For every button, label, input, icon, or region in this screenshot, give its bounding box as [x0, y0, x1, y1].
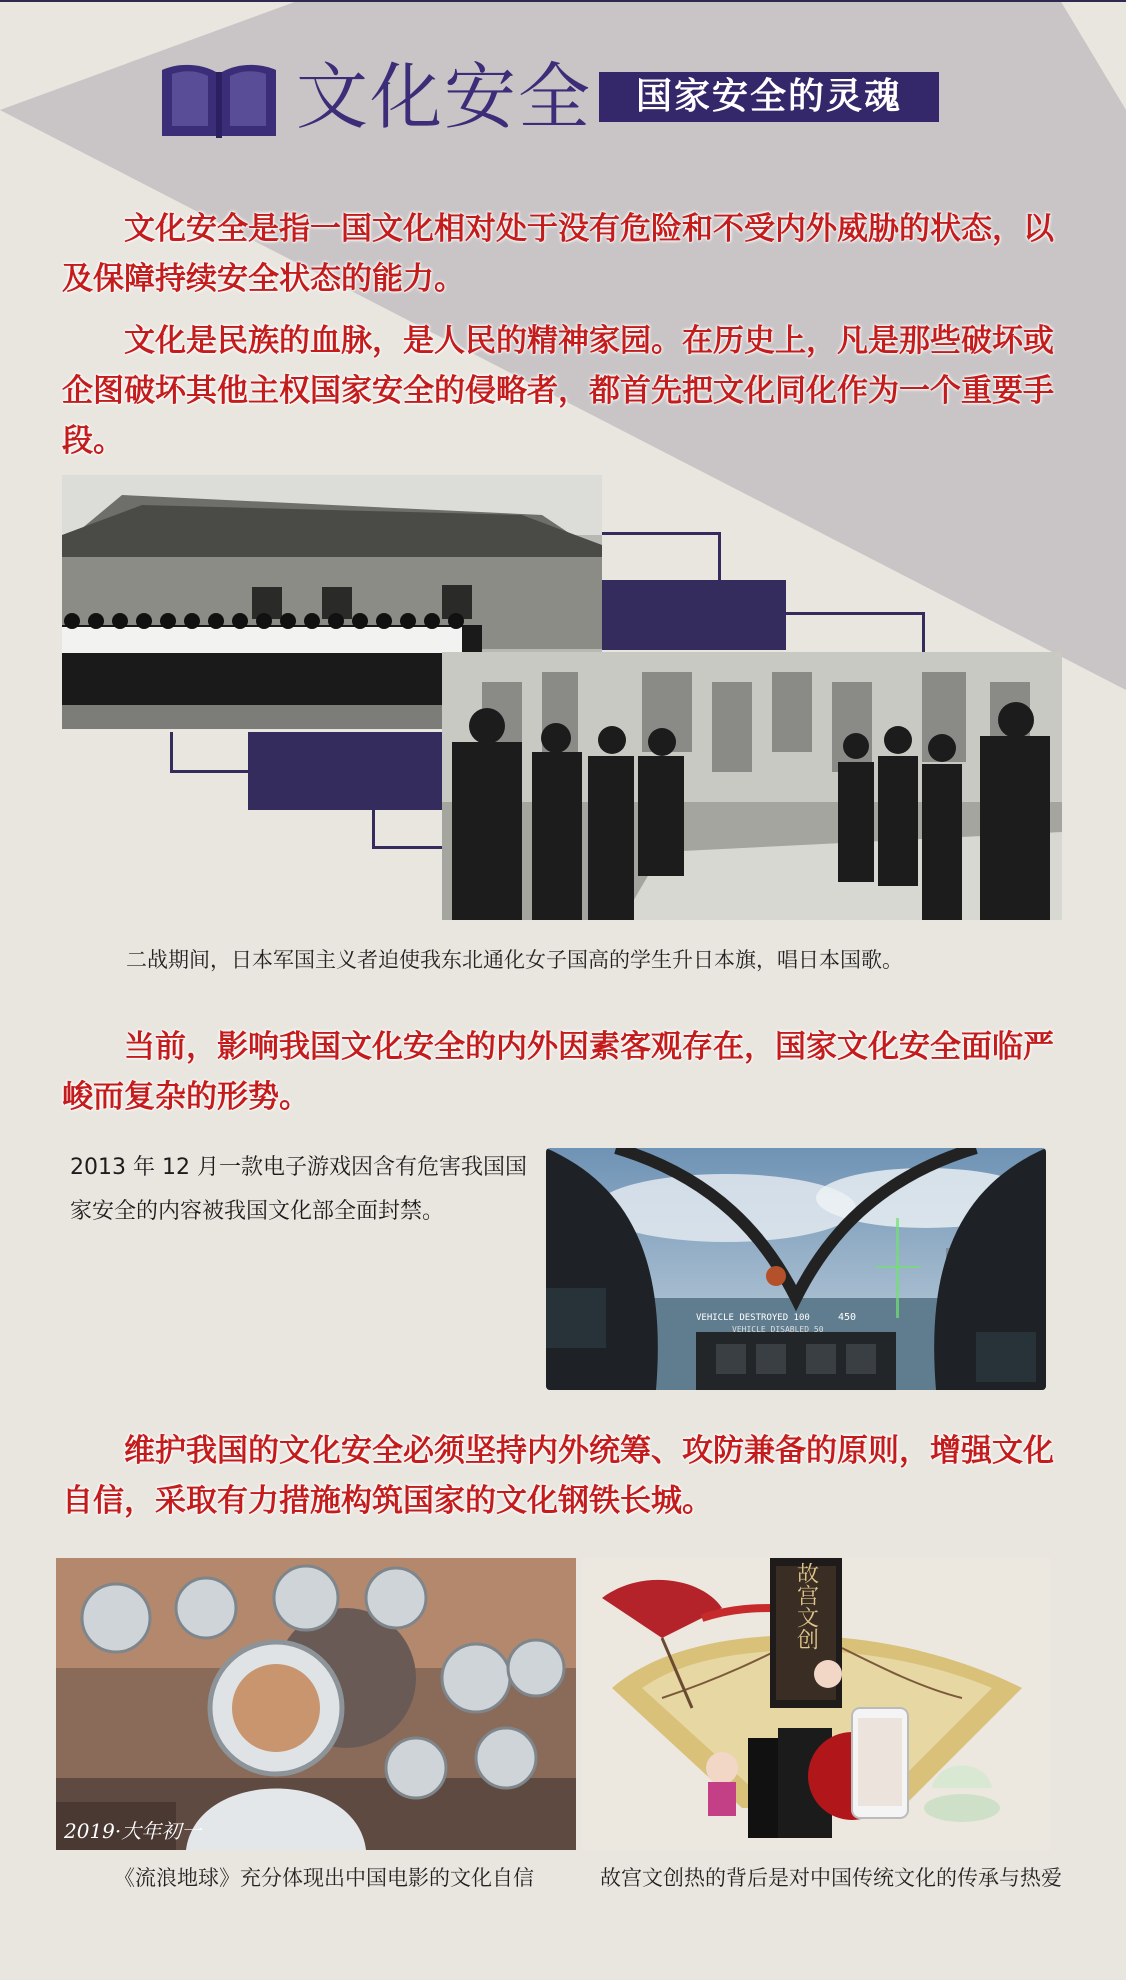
paragraph-definition [62, 204, 1082, 304]
caption-wandering-earth: 《流浪地球》充分体现出中国电影的文化自信 [114, 1866, 534, 1890]
deco-block-top [600, 580, 786, 650]
photo-wandering-earth-poster [56, 1558, 576, 1850]
photo-ww2-group [442, 652, 1062, 920]
paragraph-situation [62, 1022, 1082, 1122]
paragraph-situation-text: 当前，影响我国文化安全的内外因素客观存在，国家文化安全面临严峻而复杂的形势。 [62, 1029, 1054, 1115]
caption-palace-museum: 故宫文创热的背后是对中国传统文化的传承与热爱 [600, 1866, 1062, 1890]
hud-destroyed: VEHICLE DESTROYED 100 [696, 1313, 810, 1323]
page-subtitle: 国家安全的灵魂 [599, 72, 939, 122]
deco-line-top [600, 532, 721, 583]
open-book-icon [158, 56, 280, 140]
paragraph-history-text: 文化是民族的血脉，是人民的精神家园。在历史上，凡是那些破坏或企图破坏其他主权国家安全的侵略者，都首先把文化同化作为一个重要手段。 [62, 323, 1054, 459]
palace-banner-text: 故宫文创 [793, 1562, 819, 1650]
hud-score: 450 [838, 1312, 857, 1323]
caption-ww2: 二战期间，日本军国主义者迫使我东北通化女子国高的学生升日本旗，唱日本国歌。 [126, 948, 903, 972]
photo-palace-museum-products [582, 1558, 1050, 1850]
page-title: 文化安全 [296, 55, 593, 139]
paragraph-confidence [62, 1426, 1082, 1526]
paragraph-definition-text: 文化安全是指一国文化相对处于没有危险和不受内外威胁的状态，以及保障持续安全状态的能力。 [62, 211, 1054, 297]
photo-game-screenshot [546, 1148, 1046, 1390]
deco-line-bottom-left [170, 732, 253, 773]
deco-line-bottom [372, 810, 447, 849]
deco-line-top-right [786, 612, 925, 655]
paragraph-confidence-text: 维护我国的文化安全必须坚持内外统筹、攻防兼备的原则，增强文化自信，采取有力措施构筑国家的文化钢铁长城。 [62, 1433, 1054, 1519]
deco-block-bottom [248, 732, 444, 810]
hud-disabled: VEHICLE DISABLED 50 [732, 1325, 824, 1334]
poster-date-text: 2019·大年初一 [64, 1819, 202, 1843]
caption-game: 2013 年 12 月一款电子游戏因含有危害我国国家安全的内容被我国文化部全面封禁。 [70, 1155, 527, 1224]
top-border [0, 0, 1126, 2]
paragraph-history [62, 316, 1082, 466]
